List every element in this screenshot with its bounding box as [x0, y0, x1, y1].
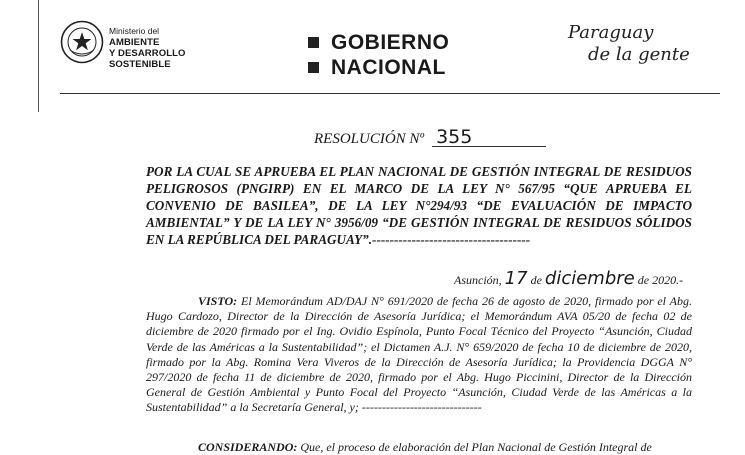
resolution-heading	[314, 128, 546, 148]
resolution-label: RESOLUCIÓN Nº	[314, 131, 425, 147]
slogan-logo	[568, 22, 690, 66]
ministry-line-4: SOSTENIBLE	[109, 59, 171, 70]
slogan-line-1: Paraguay	[568, 22, 654, 43]
ministry-line-1: Ministerio del	[109, 26, 160, 36]
visto-paragraph	[146, 294, 692, 416]
square-bullet-icon	[308, 37, 319, 48]
visto-text: El Memorándum AD/DAJ N° 691/2020 de fecha 26 de agosto de 2020, firmado por el Abg. Hugo Cardozo, Director de la Dirección de Asesoría Jurídica; el Memorándum AVA 05/20 de fecha 02 de diciembre de 2020 firmado por el Ing. Ovidio Espínola, Punto Focal Técnico del Proyecto “Asunción, Ciudad Verde de las Américas a la Sustentabilidad”; el Dictamen A.J. N° 659/2020 de fecha 10 de diciembre de 2020, firmado por la Abg. Romina Vera Viveros de la Dirección de Asesoría Jurídica; la Providencia DGGA N° 297/2020 de fecha 11 de diciembre de 2020, firmado por el Abg. Hugo Piccinini, Director de la Dirección General de Gestión Ambiental y Punto Focal del Proyecto “Asunción, Ciudad Verde de las Américas a la Sustentabilidad” a la Secretaría General, y; ------------------------------	[146, 294, 692, 415]
punch-margin-line	[38, 0, 39, 112]
resolution-title: POR LA CUAL SE APRUEBA EL PLAN NACIONAL DE GESTIÓN INTEGRAL DE RESIDUOS PELIGROSOS (PNGIRP) EN EL MARCO DE LA LEY N° 567/95 “QUE APRUEBA EL CONVENIO DE BASILEA”, DE LA LEY N°294/93 “DE EVALUACIÓN DE IMPACTO AMBIENTAL” Y DE LA LEY N° 3956/09 “DE GESTIÓN INTEGRAL DE RESIDUOS SÓLIDOS EN LA REPÚBLICA DEL PARAGUAY”.------------------------------------	[146, 164, 692, 247]
date-month: diciembre	[544, 268, 635, 289]
gov-line-2: NACIONAL	[331, 56, 446, 79]
ministry-line-2: AMBIENTE	[109, 37, 160, 48]
government-logo	[308, 30, 449, 80]
resolution-number: 355	[432, 128, 546, 147]
ministry-name	[109, 26, 186, 70]
date-line	[454, 268, 683, 289]
header-divider	[60, 93, 720, 94]
ministry-seal-logo	[60, 20, 104, 64]
date-day: 17	[504, 268, 528, 289]
date-prefix: Asunción,	[454, 273, 502, 287]
considerando-text: Que, el proceso de elaboración del Plan Nacional de Gestión Integral de	[300, 440, 652, 454]
square-bullet-icon	[308, 62, 319, 73]
date-de: de	[530, 273, 542, 287]
slogan-line-2: de la gente	[588, 44, 690, 65]
considerando-label: CONSIDERANDO:	[198, 440, 298, 454]
date-suffix: de 2020.-	[637, 273, 684, 287]
ministry-line-3: Y DESARROLLO	[109, 48, 186, 59]
gov-line-1: GOBIERNO	[331, 31, 450, 54]
visto-label: VISTO:	[198, 294, 238, 308]
